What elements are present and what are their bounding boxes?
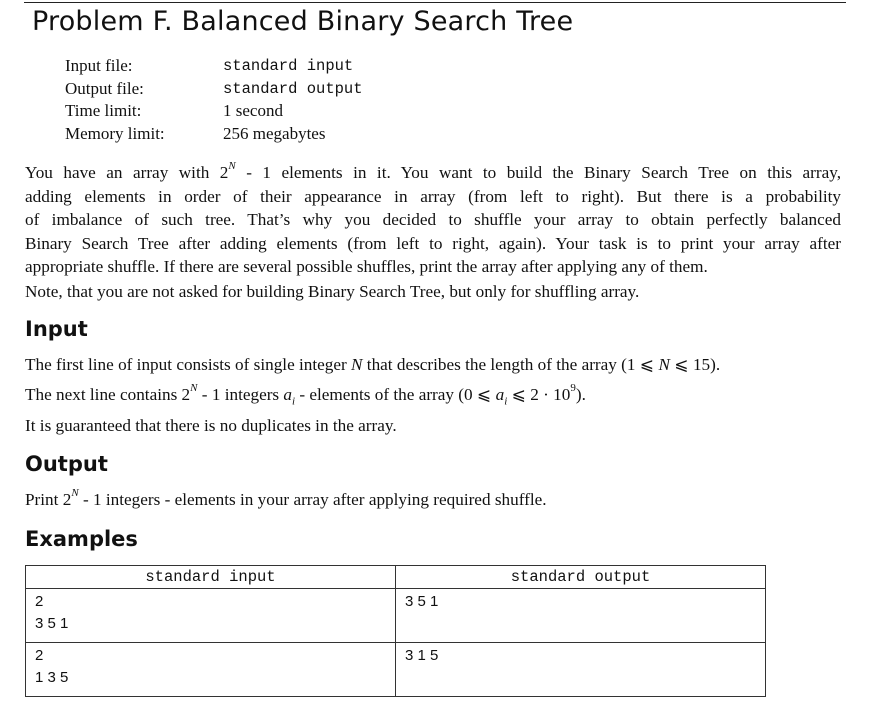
statement-line: of imbalance of such tree. That’s why you decided to shuffle your array to obtain perfectly balanced — [25, 210, 841, 229]
input-line-1 — [25, 355, 720, 375]
examples-header-row — [26, 566, 766, 589]
info-value: 256 megabytes — [223, 123, 326, 143]
top-rule — [24, 2, 846, 3]
column-header-output: standard output — [396, 566, 766, 589]
text-run: Print 2 — [25, 490, 72, 509]
output-heading: Output — [25, 452, 108, 476]
example-input-cell — [26, 643, 396, 697]
superscript: 9 — [570, 382, 576, 395]
example-line: 2 — [35, 593, 44, 610]
output-line-1 — [25, 487, 547, 510]
example-line: 3 5 1 — [35, 615, 69, 632]
info-label: Memory limit: — [65, 123, 165, 143]
example-line: 3 1 5 — [405, 647, 439, 664]
text-run: - 1 integers — [197, 385, 284, 404]
statement-line — [25, 161, 841, 185]
problem-info — [65, 55, 363, 145]
info-value: standard output — [223, 79, 363, 98]
input-heading: Input — [25, 317, 88, 341]
statement-line: Binary Search Tree after adding elements (from left to right, again). Your task is to print your array after — [25, 233, 841, 253]
example-line: 3 5 1 — [405, 593, 439, 610]
input-line-3: It is guaranteed that there is no duplicates in the array. — [25, 416, 397, 435]
text-run: You have an array with 2 — [25, 163, 229, 182]
info-row-time-limit — [65, 100, 363, 123]
input-line-2 — [25, 382, 586, 408]
subscript: i — [292, 395, 296, 408]
example-output-cell — [396, 589, 766, 643]
superscript: N — [190, 382, 198, 395]
example-line: 2 — [35, 647, 44, 664]
superscript: N — [71, 487, 79, 500]
info-row-output-file — [65, 78, 363, 101]
info-row-input-file — [65, 55, 363, 78]
text-run: ⩽ 15). — [669, 355, 721, 374]
info-row-memory-limit — [65, 123, 363, 146]
math-var: N — [351, 355, 363, 374]
text-run: The first line of input consists of single integer — [25, 355, 352, 374]
math-var: a — [495, 385, 505, 404]
info-value: standard input — [223, 57, 354, 75]
examples-heading: Examples — [25, 527, 138, 551]
info-value: 1 second — [223, 101, 283, 120]
example-line: 1 3 5 — [35, 669, 69, 686]
column-header-input: standard input — [26, 566, 396, 589]
table-row — [26, 643, 766, 697]
text-run: ). — [575, 385, 586, 404]
text-run: - 1 elements in it. You want to build the Binary Search Tree on this array, — [235, 163, 842, 182]
statement-line: adding elements in order of their appearance in array (from left to right). But there is a probability — [25, 186, 841, 206]
superscript: N — [228, 160, 236, 173]
math-var: N — [658, 355, 670, 374]
example-output-cell — [396, 643, 766, 697]
info-label: Output file: — [65, 78, 144, 98]
statement-paragraph — [25, 161, 841, 279]
math-var: a — [283, 385, 293, 404]
text-run: - elements of the array (0 ⩽ — [295, 385, 496, 404]
table-row — [26, 589, 766, 643]
examples-table — [25, 565, 766, 697]
text-run: ⩽ 2 · 10 — [507, 385, 571, 404]
problem-title: Problem F. Balanced Binary Search Tree — [32, 6, 574, 37]
text-run: that describes the length of the array (1 ⩽ — [362, 355, 659, 374]
info-label: Time limit: — [65, 101, 142, 120]
text-run: - 1 integers - elements in your array after applying required shuffle. — [78, 490, 547, 509]
statement-line: appropriate shuffle. If there are several possible shuffles, print the array after applying any of them. — [25, 257, 708, 276]
example-input-cell — [26, 589, 396, 643]
statement-note: Note, that you are not asked for building Binary Search Tree, but only for shuffling array. — [25, 282, 640, 301]
subscript: i — [504, 395, 508, 408]
text-run: The next line contains 2 — [25, 385, 191, 404]
info-label: Input file: — [65, 56, 133, 75]
